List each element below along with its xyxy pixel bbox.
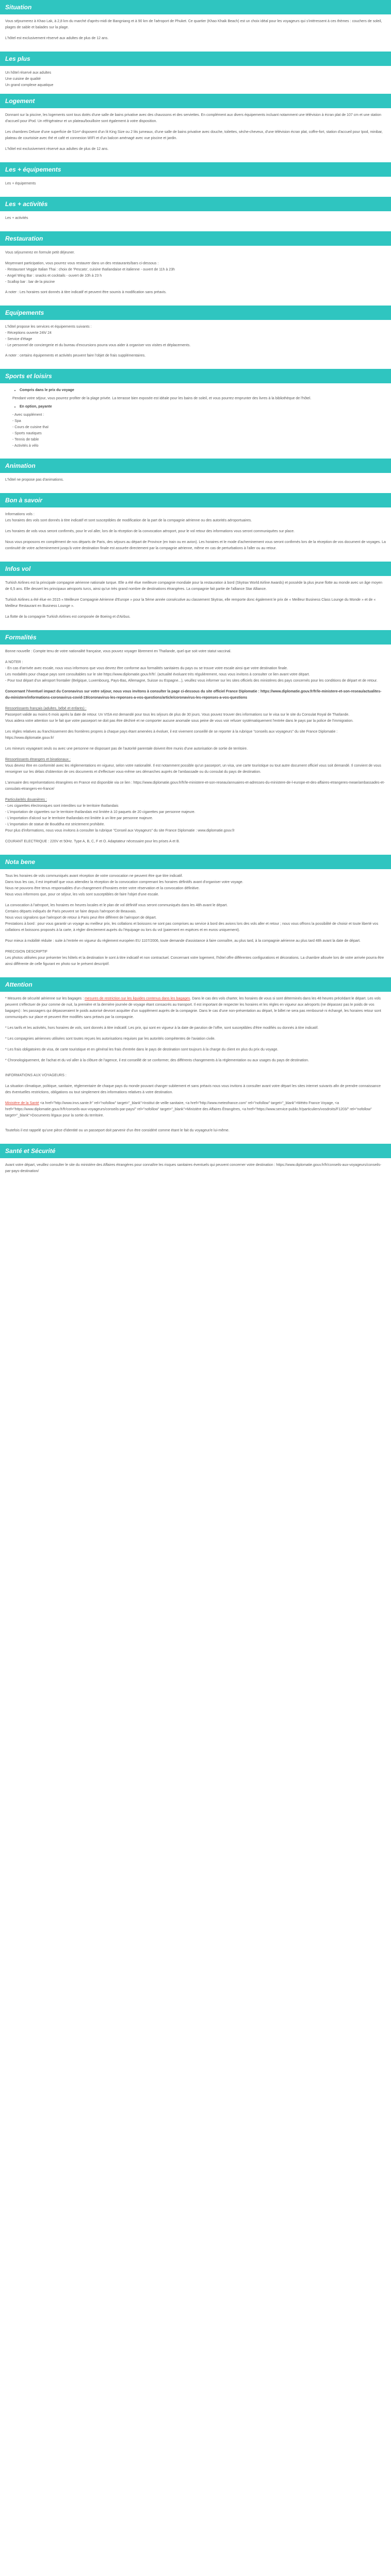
formalites-text: - L'importation de cigarettes sur le territoire thaïlandais est limitée à 10 paquets de 20 cigarettes par personne majeure. [5,810,196,814]
attention-text-end: . Dans le cas des vols charter, les horaires de vous si sont déterminés dans les 48 heures précédant le départ. Les vols peuvent s'effectuer de jour comme de nuit, la première et la dernière journée de voyage étant consacrés au transport. Il est important de respecter les horaires et les règles en vigueur aux aéroports (ne dépassez pas le poids de vos bagages) : les passagers qui dépasseraient le poids autorisé devront acquitter d'un supplément auprès de la compagnie. Dans le cas d'une non-présentation au départ, le billet ne sera pas remboursé ni échangé, les horaires retour sont communiqués sur place et peuvent être modifiés sans préavis par la compagnie. [5,997,381,1019]
section-sports [0,369,391,459]
section-bon-a-savoir [0,493,391,562]
attention-text: La situation climatique, politique, sanitaire, réglementaire de chaque pays du monde pouvant changer subitement et sans préavis nous vous invitons à consulter avant votre départ les sites internet suivants afin de prendre connaissance des éventuelles restrictions, obligations ou tout simplement des informations relatives à votre destination. [5,1084,381,1094]
sports-paid-item: - Cours de cuisine thaï [12,426,49,429]
plus-item: Une cuisine de qualité [5,77,41,81]
sports-included-title: • Compris dans le prix du voyage [20,387,386,394]
vol-text: Turkish Airlines est la principale compagnie aérienne nationale turque. Elle a été élue meilleure compagnie mondiale pour la restauration à bord (Skytrax World Airline Awards) et possède la plus jeune flotte au monde avec un âge moyen de 6,5 ans. Elle dessert les principaux aéroports turcs, ainsi qu'un très grand nombre de destinations étrangères. La compagnie fait partie de l'alliance Star Alliance. [5,581,383,591]
situation-note: L'hôtel est exclusivement réservé aux adultes de plus de 12 ans. [5,37,109,40]
restaurant-item: - Angel Wing Bar : snacks et cocktails - ouvert de 10h à 23 h [5,274,102,278]
bon-text: Nous vous proposons en complément de nos départs de Paris, des séjours au départ de Province (en train ou en avion). Les horaires et le mode d'acheminement vous seront confirmés lors de la réception de vos document de voyages. La continuité de votre acheminement jusqu'à votre destination finale est assurée directement par la compagnie aérienne, même en cas de perturbations à l'aller ou au retour. [5,540,386,550]
plus-heading: Les plus [0,52,391,66]
formalites-text: Les modalités pour chaque pays sont consultables sur le site https://www.diplomatie.gouv.fr/fr/. (actualité évoluant très régulièrement, nous vous invitons à consulter ce lien avant votre départ. [5,673,310,676]
equip-plus-heading: Les + équipements [0,162,391,177]
formalites-text: - En cas d'arrivée avec escale, nous vous informons que vous devrez être conforme aux formalités sanitaires du pays ou se trouve votre escale ainsi que votre destination finale. [5,667,288,670]
formalites-text: - Les cigarettes électroniques sont interdites sur le territoire thaïlandais [5,804,119,808]
bon-flights-title: Informations vols : [5,513,35,516]
bon-text: Les horaires des vols sont donnés à titre indicatif et sont susceptibles de modification de la part de la compagnie aérienne ou des autorités aéroportuaires. [5,519,252,522]
section-equip-plus [0,162,391,197]
nota-text: Nous vous informons que, pour ce séjour, les vols sont susceptibles de faire l'objet d'une escale. [5,893,159,896]
restauration-heading: Restauration [0,231,391,246]
sante-text: Avant votre départ, veuillez consulter le site du ministère des Affaires étrangères pour connaître les risques sanitaires éventuels qui peuvent concerner votre destination : https://www.diplomatie.gouv.fr/fr/conseils-aux-voyageurs/conseils-par-pays-destination/ [5,1163,382,1173]
equipement-item: - Le personnel de conciergerie et du bureau d'excursions pourra vous aider à organiser vos visites et déplacements. [5,344,191,347]
sports-heading: Sports et loisirs [0,369,391,383]
attention-links [5,1100,386,1119]
sports-paid-item: - Avec supplément : [12,413,44,417]
section-animation [0,459,391,493]
sports-paid-item: - Spa [12,419,21,423]
plus-item: Un grand complexe aquatique [5,83,54,87]
attention-subtitle: INFORMATIONS AUX VOYAGEURS : [5,1074,67,1077]
sports-paid-item: - Sports nautiques [12,432,42,435]
logement-note: L'hôtel est exclusivement réservé aux adultes de plus de 12 ans. [5,147,109,151]
section-activ-plus [0,197,391,231]
situation-heading: Situation [0,0,391,14]
attention-text: * Les frais obligatoires de visa, de carte touristique et en général les frais d'entrée dans le pays de destination sont toujours à la charge du client en plus du prix du voyage. [5,1048,279,1052]
plus-item: Un hôtel réservé aux adultes [5,71,52,75]
logement-heading: Logement [0,94,391,108]
equipements-note: A noter : certains équipements et activités peuvent faire l'objet de frais supplémentaires. [5,354,146,358]
formalites-text: Les règles relatives au franchissement des frontières propres à chaque pays étant amenées à évoluer, il est vivement conseillé de se reporter à la rubrique "conseils aux voyageurs" du site France Diplomatie : https://www.diplomatie.gouv.fr/ [5,730,338,740]
attention-text: Toutefois il est rappelé qu'une pièce d'identité ou un passeport doit parvenir d'un être considéré comme étant le fait du voyageur/e lui-même. [5,1129,230,1132]
formalites-text: L'annuaire des représentations étrangères en France est disponible via ce lien : https://www.diplomatie.gouv.fr/fr/le-ministere-et-son-reseau/annuaires-et-adresses-du-ministere-de-l-europe-et-des-affaires-etrangeres-meae/ambassades-et-consulats-etrangers-en-france/ [5,781,385,791]
logement-text: Donnant sur la piscine, les logements sont tous dotés d'une salle de bains privative avec des chaussons et des serviettes. En complément aux divers équipements incluant notamment une télévision à écran plat de 107 cm et une station d'accueil pour iPod. Un réfrigérateur et un plateau/bouilloire sont également à votre disposition. [5,113,381,123]
formalites-subtitle: Ressortissants étrangers et binationaux : [5,758,71,761]
section-formalites [0,630,391,855]
formalites-subtitle: Particularités douanières : [5,798,47,802]
sante-ministry-link[interactable]: Ministère de la Santé [5,1101,39,1105]
nota-text: Prestations à bord : pour vous garantir un voyage au meilleur prix, les collations et boissons ne sont pas comprises au service à bord des avions lors des vols aller et retour ; nous vous offrons la possibilité de choisir et toute liberté vos collations et boissons proposés à la carte, à régler directement auprès du l'équipage ou lors du vol (paiement en espèces et en euros uniquement). [5,922,379,932]
formalites-text: Bonne nouvelle : Compte tenu de votre nationalité française, vous pouvez voyager librement en Thaïlande, quel que soit votre statut vaccinal. [5,650,232,653]
animation-text: L'hôtel ne propose pas d'animations. [5,478,64,482]
sante-heading: Santé et Sécurité [0,1144,391,1158]
restauration-note: A noter : Les horaires sont donnés à titre indicatif et peuvent être soumis à modification sans préavis. [5,291,167,294]
activ-plus-heading: Les + activités [0,197,391,211]
liquids-restriction-link[interactable]: mesures de restriction sur les liquides contenus dans les bagages [85,997,190,1001]
equip-plus-text: Les + équipements [5,182,36,185]
formalites-heading: Formalités [0,630,391,645]
attention-links-text: <a href="http://www.invs.sante.fr" rel="nofollow" target="_blank">Institut de veille sanitaire, <a href="http://www.meteofrance.com" rel="nofollow" target="_blank">Météo France Voyage, <a href="https://www.diplomatie.gouv.fr/fr/conseils-aux-voyageurs/conseils-par-pays/" rel="nofollow" target="_blank">Ministère des Affaires Étrangères, <a href="https://www.service-public.fr/particuliers/vosdroits/F1203/" rel="nofollow" target="_blank">Documents légaux pour la sortie du territoire. [5,1101,372,1117]
sports-paid-item: - Activités à vélo [12,444,39,448]
formalites-text: Les mineurs voyageant seuls ou avec une personne ne disposant pas de l'autorité parentale doivent être munis d'une autorisation de sortie de territoire. [5,747,248,751]
section-plus [0,52,391,94]
formalites-text: Passeport valide au moins 6 mois après la date de retour. Un VISA est demandé pour tous les séjours de plus de 30 jours. Vous pouvez trouver des informations sur le visa sur le site du Consulat Royal de Thaïlande. [5,713,350,717]
equipement-item: - Service d'étage [5,337,32,341]
restauration-intro: Moyennant participation, vous pourrez vous restaurer dans un des restaurants/bars ci-dessous : [5,262,159,265]
attention-heading: Attention [0,977,391,992]
nota-text: Pour mieux à mobilité réduite : suite à l'entrée en vigueur du règlement européen EU 1107/2006, toute demande d'assistance à faire connaître, au plus tard, à la compagnie aérienne au plus tard 48h avant la date de départ. [5,939,361,943]
formalites-note-title: A NOTER : [5,660,23,664]
equipement-item: - Réceptions ouverte 24h/ 24 [5,331,52,335]
formalites-text: - Pour tout départ d'un aéroport frontalier (Belgique, Luxembourg, Pays-Bas, Allemagne, Suisse ou Espagne...), veuillez vous informer sur les sites officiels des ministères des pays concernés pour les conditions de départ et de retour. [5,679,378,683]
section-nota-bene [0,855,391,977]
bon-text: Les horaires de vols vous seront confirmés, pour le vol aller, lors de la réception de la convocation aéroport, pour le vol retour des informations vous seront communiquées sur place. [5,530,295,533]
attention-text: * Les tarifs et les activités, hors horaires de vols, sont donnés à titre indicatif. Les prix, qui sont en vigueur à la date de parution de l'offre, sont susceptibles d'être modifiés ou donnés à titre indicatif. [5,1026,319,1030]
equipements-heading: Equipements [0,306,391,320]
section-logement [0,94,391,162]
vol-heading: Infos vol [0,562,391,576]
nota-subtitle: PRECISION DESCRIPTIF [5,950,48,954]
vol-text: La flotte de la compagnie Turkish Airlines est composée de Boeing et d'Airbus. [5,615,131,619]
restauration-formula: Vous séjournerez en formule petit déjeuner. [5,251,75,255]
section-restauration [0,231,391,306]
section-sante [0,1144,391,1184]
formalites-text: Pour plus d'informations, nous vous invitons à consulter la rubrique "Conseil aux Voyageurs" du site France Diplomatie : www.diplomatie.gouv.fr [5,829,235,833]
formalites-text: Vous devrez être en conformité avec les réglementations en vigueur, selon votre nationalité. Il est notamment possible qu'un passeport, un visa, une carte touristique ou tout autre document officiel vous soit demandé. Il convient de vous renseigner sur les délais d'obtention de ces documents et d'effectuer vous-même ses démarches auprès de l'ambassade ou du consulat du pays de destination. [5,764,381,774]
attention-text: * Les compagnies aériennes utilisées sont toutes reçues les autorisations requises par les autorités compétentes de l'aviation civile. [5,1037,216,1041]
restaurant-item: - Restaurant Veggie Italian Thai : choix de 'Pescato', cuisine thaïlandaise et italienne - ouvert de 11h à 23h [5,268,175,272]
nota-text: Dans tous les cas, il est impératif que vous attendiez la réception de la convocation comprenant les horaires définitifs avant d'organiser votre voyage. [5,880,243,884]
bon-heading: Bon à savoir [0,493,391,507]
nota-heading: Nota bene [0,855,391,869]
nota-text: La convocation à l'aéroport, les horaires en heures locales et le plan de vol définitif vous seront communiqués dans les 48h avant le départ. [5,904,228,907]
formalites-text: Vous aidera votre attention sur le fait que votre passeport ne doit pas être déchiré et ne comporter aucune anomalie sous peine de vous voir refuser systématiquement l'entrée dans le pays par la police de l'immigration. [5,719,354,723]
activ-plus-text: Les + activités [5,216,28,220]
formalites-subtitle: Ressortissants français (adultes, bébé et enfants) : [5,707,87,710]
attention-text: * Chronologiquement, de l'achat et du vol aller à la clôture de l'agence, il est conseillé de se conformer, des différents changements à la réglementation ou aux usages du pays de destination. [5,1059,309,1062]
formalites-text: - L'importation d'alcool sur le territoire thaïlandais est limitée à un litre par personne majeure. [5,817,153,820]
formalites-covid: Concernant l'éventuel impact du Coronavirus sur votre séjour, nous vous invitons à consulter la page ci-dessous du site officiel France Diplomatie : https://www.diplomatie.gouv.fr/fr/le-ministere-et-son-reseau/actualites-du-ministere/informations-coronavirus-covid-19/coronavirus-les-reponses-a-vos-questions/article/coronavirus-les-reponses-a-vos-questions [5,690,382,700]
nota-text: Certains départs indiqués de Paris peuvent se faire depuis l'aéroport de Beauvais. [5,910,137,913]
attention-text [5,996,386,1021]
restaurant-item: - Scallop bar : bar de la piscine [5,280,55,284]
nota-text: Nous ne pouvons être tenus responsables d'un changement d'horaires entre votre réservation et la convocation définitive. [5,887,200,890]
equipements-intro: L'hôtel propose les services et équipements suivants : [5,325,92,329]
formalites-electric: COURANT ELECTRIQUE : 220V et 50Hz. Type A, B, C, F et O. Adaptateur nécessaire pour les prises A et B. [5,840,180,843]
section-attention [0,977,391,1144]
vol-text: Turkish Airlines a été élue en 2015 « Meilleure Compagnie Aérienne d'Europe » pour la 5ème année consécutive au classement Skytrax, elle remporte donc également le prix de « Meilleur Business Class Lounge du Monde » et de « Meilleur Restaurant en Business Lounge ». [5,598,376,608]
formalites-text: - L'importation de statue de Bouddha est strictement prohibée. [5,823,105,826]
sports-paid-item: - Tennis de table [12,438,39,442]
section-infos-vol [0,562,391,630]
nota-text: Nous vous signalons que l'aéroport de retour à Paris peut être différent de l'aéroport de départ. [5,916,157,920]
attention-text-start: * Mesures de sécurité aérienne sur les bagages : [5,997,85,1001]
nota-text: Les photos utilisées pour présenter les hôtels et la destination le sont à titre indicatif et non contractuel. Concernant votre logement, l'hôtel offre différentes configurations et décorations. La chambre allouée lors de votre arrivée pourra être ainsi différente de celle figurant en photo sur le présent descriptif. [5,956,384,966]
animation-heading: Animation [0,459,391,473]
situation-text: Vous séjournerez à Khao Lak, à 2,8 km du marché d'après-midi de Bangniang et à 90 km de l'aéroport de Phuket. Ce quartier (Khao Khaik Beach) est un choix idéal pour les voyageurs qui s'intéressent à ces thèmes : couchers de soleil, plages de sable et balades sur la plage. [5,20,382,29]
sports-included-text: Pendant votre séjour, vous pourrez profiter de la plage privée. La terrasse bien exposée est idéale pour les bains de soleil, et vous pourrez emprunter des livres à la bibliothèque de l'hôtel. [12,397,312,400]
nota-text: Tous les horaires de vols communiqués avant réception de votre convocation ne peuvent être que titre indicatif. [5,874,183,878]
section-situation [0,0,391,52]
logement-rooms: Les chambres Deluxe d'une superficie de 51m² disposent d'un lit King Size ou 2 lits jumeaux, d'une salle de bains privative avec douche, toilettes, sèche-cheveux, d'une télévision écran plat, coffre-fort, station d'accueil pour Ipod, minibar, plateau de courtoisie avec thé et café et connexion WIFI et d'un balcon aménagé avec vue piscine et jardin. [5,130,383,140]
sports-paid-title: • En option, payante [20,404,386,410]
section-equipements [0,306,391,369]
